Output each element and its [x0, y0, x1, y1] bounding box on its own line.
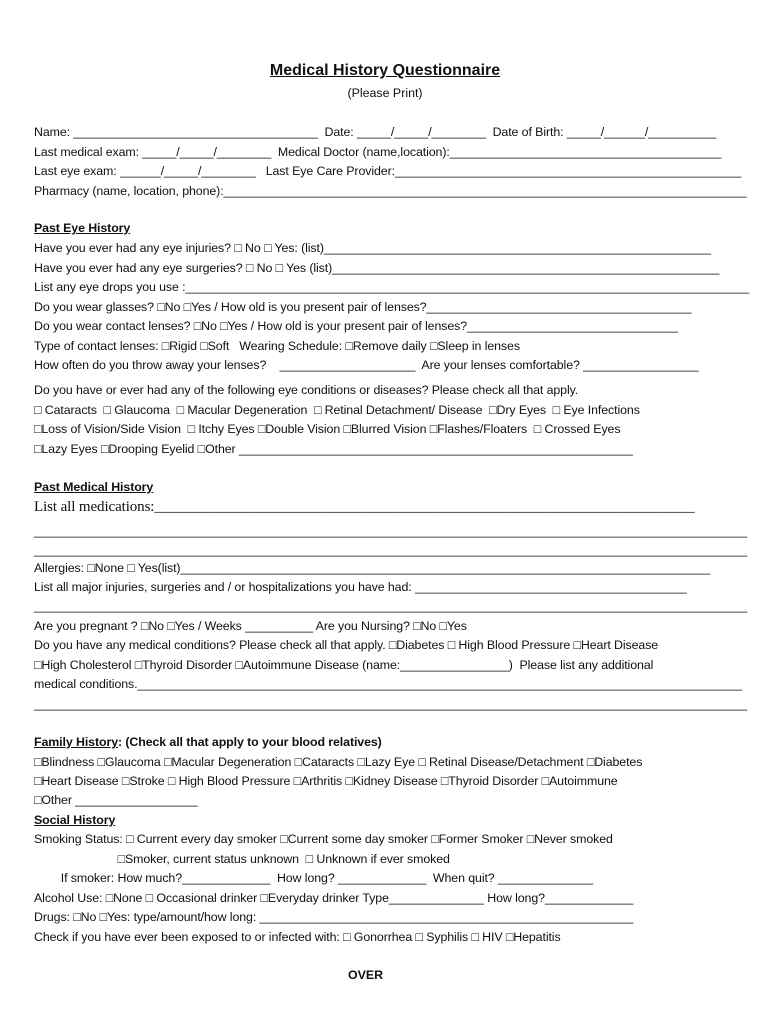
family-conditions-row-1[interactable]: □Blindness □Glaucoma □Macular Degeneration □Cataracts □Lazy Eye □ Retinal Disease/Detachment □Diabetes [34, 755, 643, 769]
past-medical-history-heading: Past Medical History [34, 480, 154, 494]
family-history-instruction: : (Check all that apply to your blood relatives) [118, 735, 382, 749]
past-eye-history-heading: Past Eye History [34, 221, 131, 235]
additional-conditions-blank-line[interactable]: _________________________________________________________________________________________________________ [34, 697, 748, 711]
pharmacy-line[interactable]: Pharmacy (name, location, phone):_____________________________________________________________________________ [34, 184, 747, 198]
hospitalizations-blank-line[interactable]: _________________________________________________________________________________________________________ [34, 599, 748, 613]
name-date-dob-line[interactable]: Name: ____________________________________ Date: _____/_____/________ Date of Birth: _____/______/__________ [34, 125, 717, 139]
smoking-details-line[interactable]: If smoker: How much?_____________ How long? _____________ When quit? ______________ [34, 871, 594, 885]
social-history-heading: Social History [34, 813, 116, 827]
lens-replacement-question[interactable]: How often do you throw away your lenses? ____________________ Are your lenses comfortable? _________________ [34, 358, 699, 372]
eye-conditions-row-2[interactable]: □Loss of Vision/Side Vision □ Itchy Eyes □Double Vision □Blurred Vision □Flashes/Floaters □ Crossed Eyes [34, 422, 621, 436]
family-history-heading: Family History [34, 735, 118, 749]
page-title: Medical History Questionnaire [269, 62, 501, 79]
smoking-status-line-2[interactable]: □Smoker, current status unknown □ Unknown if ever smoked [34, 852, 450, 866]
medical-conditions-line-2[interactable]: □High Cholesterol □Thyroid Disorder □Autoimmune Disease (name:________________) Please list any additional [34, 658, 654, 672]
eye-drops-question[interactable]: List any eye drops you use :___________________________________________________________________________________ [34, 280, 750, 294]
allergies-line[interactable]: Allergies: □None □ Yes(list)______________________________________________________________________________ [34, 561, 711, 575]
last-eye-exam-line[interactable]: Last eye exam: ______/_____/________ Last Eye Care Provider:___________________________________________________ [34, 164, 742, 178]
pregnant-nursing-line[interactable]: Are you pregnant ? □No □Yes / Weeks __________ Are you Nursing? □No □Yes [34, 619, 467, 633]
eye-conditions-row-3[interactable]: □Lazy Eyes □Drooping Eyelid □Other __________________________________________________________ [34, 442, 633, 456]
eye-surgeries-question[interactable]: Have you ever had any eye surgeries? □ No □ Yes (list)_________________________________________________________ [34, 261, 720, 275]
hospitalizations-line[interactable]: List all major injuries, surgeries and / or hospitalizations you have had: ________________________________________ [34, 580, 687, 594]
contact-lens-type-question[interactable]: Type of contact lenses: □Rigid □Soft Wearing Schedule: □Remove daily □Sleep in lenses [34, 339, 520, 353]
eye-conditions-row-1[interactable]: □ Cataracts □ Glaucoma □ Macular Degeneration □ Retinal Detachment/ Disease □Dry Eyes □ Eye Infections [34, 403, 640, 417]
eye-injuries-question[interactable]: Have you ever had any eye injuries? □ No □ Yes: (list)_________________________________________________________ [34, 241, 711, 255]
glasses-question[interactable]: Do you wear glasses? □No □Yes / How old is you present pair of lenses?_______________________________________ [34, 300, 692, 314]
alcohol-use-line[interactable]: Alcohol Use: □None □ Occasional drinker □Everyday drinker Type______________ How long?_____________ [34, 891, 634, 905]
last-medical-exam-line[interactable]: Last medical exam: _____/_____/________ Medical Doctor (name,location):________________________________________ [34, 145, 722, 159]
drugs-line[interactable]: Drugs: □No □Yes: type/amount/how long: _______________________________________________________ [34, 910, 634, 924]
family-history-heading-row [34, 735, 382, 750]
family-conditions-row-3[interactable]: □Other __________________ [34, 793, 198, 807]
over-footer: OVER [348, 968, 384, 982]
additional-conditions-line[interactable]: medical conditions._________________________________________________________________________________________ [34, 677, 742, 691]
medications-line[interactable]: List all medications:_________________________________________________________________________ [34, 499, 695, 515]
eye-conditions-prompt: Do you have or ever had any of the following eye conditions or diseases? Please check all that apply. [34, 383, 579, 397]
page-subtitle: (Please Print) [347, 86, 423, 100]
medications-blank-line-1[interactable]: _________________________________________________________________________________________________________ [34, 524, 748, 538]
smoking-status-line[interactable]: Smoking Status: □ Current every day smoker □Current some day smoker □Former Smoker □Never smoked [34, 832, 613, 846]
contact-lenses-question[interactable]: Do you wear contact lenses? □No □Yes / How old is your present pair of lenses?_______________________________ [34, 319, 678, 333]
family-conditions-row-2[interactable]: □Heart Disease □Stroke □ High Blood Pressure □Arthritis □Kidney Disease □Thyroid Disorder □Autoimmune [34, 774, 618, 788]
medical-conditions-line-1[interactable]: Do you have any medical conditions? Please check all that apply. □Diabetes □ High Blood Pressure □Heart Disease [34, 638, 659, 652]
medications-blank-line-2[interactable]: _________________________________________________________________________________________________________ [34, 543, 748, 557]
infections-exposure-line[interactable]: Check if you have ever been exposed to or infected with: □ Gonorrhea □ Syphilis □ HIV □Hepatitis [34, 930, 561, 944]
